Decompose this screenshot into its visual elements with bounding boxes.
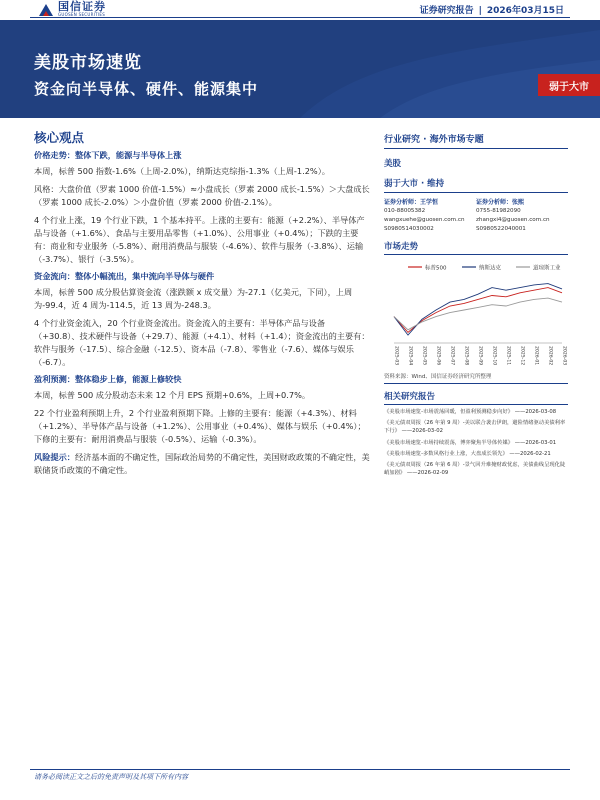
footer-disclaimer: 请务必阅读正文之后的免责声明及其项下所有内容 (34, 773, 188, 781)
related-reports-list (384, 408, 568, 477)
paragraph: 22 个行业盈利预期上升，2 个行业盈利预期下降。上修的主要有：能源（+4.3%）、材料（+1.2%）、半导体产品与设备（+1.2%）、公用事业（+0.4%）、媒体与娱乐（+0.4%）；下修的主要有：耐用消费品与服装（-0.5%）、运输（-0.3%）。 (34, 408, 366, 444)
fund-flow-heading: 资金流向：整体小幅流出，集中流向半导体与硬件 (34, 271, 215, 281)
x-tick-label: 2025-12 (519, 346, 525, 366)
series-line (394, 298, 562, 330)
report-category: 行业研究 · 海外市场专题 (384, 132, 568, 149)
x-tick-label: 2025-11 (505, 346, 511, 366)
analyst-email[interactable]: zhangxi4@guosen.com.cn (476, 217, 550, 223)
doc-date: 2026年03月15日 (486, 6, 564, 16)
related-reports-title: 相关研究报告 (384, 390, 568, 405)
meta-separator: | (478, 6, 482, 16)
legend-label: 标普500 (425, 265, 447, 272)
paragraph: 风格：大盘价值（罗素 1000 价值-1.5%）≈小盘成长（罗素 2000 成长-1.5%）＞大盘成长（罗素 1000 成长-2.0%）＞小盘价值（罗素 2000 价值-2.1%）。 (34, 184, 370, 207)
analyst-email[interactable]: wangxuehe@guosen.com.cn (384, 217, 465, 223)
paragraph: 本周，标普 500 成分股估算资金流（涨跌额 x 成交量）为-27.1（亿美元，下同），上周为-99.4，近 4 周为-114.5，近 13 周为-248.3。 (34, 287, 353, 310)
risk-warning (34, 451, 370, 477)
price-trend-heading: 价格走势：整体下跌，能源与半导体上涨 (34, 150, 182, 160)
analyst-card (384, 198, 476, 234)
logo-en-text: GUOSEN SECURITIES (58, 12, 106, 17)
analyst-card (476, 198, 568, 234)
market-trend-title: 市场走势 (384, 240, 568, 255)
x-tick-label: 2025-09 (477, 346, 483, 366)
analyst-name: 证券分析师：张熙 (476, 199, 525, 206)
guosen-logo-icon (38, 2, 54, 16)
guosen-logo (38, 0, 106, 18)
report-subtitle: 资金向半导体、硬件、能源集中 (34, 80, 259, 98)
sidebar-column (384, 132, 568, 480)
x-tick-label: 2025-06 (435, 346, 441, 366)
report-title: 美股市场速览 (34, 53, 142, 73)
x-tick-label: 2025-07 (449, 346, 455, 366)
related-report-item[interactable]: 《美元债双周报（26 年第 6 周）-景气回升难掩财政忧虑，美债曲线呈现化陡峭加剧》 ——2026-02-09 (384, 462, 566, 477)
market-label: 美股 (384, 159, 402, 169)
series-line (394, 284, 562, 336)
top-header (0, 0, 600, 18)
x-tick-label: 2026-02 (547, 346, 553, 366)
x-tick-label: 2025-08 (463, 346, 469, 366)
analyst-info (384, 198, 568, 234)
core-views-column (34, 128, 370, 477)
legend-label: 道琼斯工业 (533, 265, 561, 272)
analyst-cert: S0980522040001 (476, 226, 526, 232)
core-views-title: 核心观点 (34, 130, 85, 145)
related-report-item[interactable]: 《美元债双周报（26 年第 9 周）-美以联合袭击伊朗，避险情绪驱动美债利率下行》 ——2026-03-02 (384, 420, 566, 435)
title-banner (0, 20, 600, 118)
paragraph: 4 个行业资金流入，20 个行业资金流出。资金流入的主要有：半导体产品与设备（+30.8）、技术硬件与设备（+29.7）、能源（+4.1）、材料（+1.4）；资金流出的主要有：软件与服务（-17.5）、综合金融（-12.5）、资本品（-7.8）、零售业（-7.6）、媒体与娱乐（-6.7）。 (34, 318, 370, 367)
rating-tag: 弱于大市 (538, 74, 600, 96)
x-tick-label: 2025-04 (407, 346, 413, 366)
earnings-forecast-heading: 盈利预测：整体稳步上修，能源上修较快 (34, 374, 182, 384)
x-tick-label: 2025-05 (421, 346, 427, 366)
doc-type: 证券研究报告 (419, 6, 474, 16)
paragraph: 本周，标普 500 成分股动态未来 12 个月 EPS 预期+0.6%，上周+0.7%。 (34, 390, 311, 400)
paragraph: 4 个行业上涨，19 个行业下跌，1 个基本持平。上涨的主要有：能源（+2.2%）、半导体产品与设备（+1.6%）、食品与主要用品零售（+1.0%）、公用事业（+0.4%）；下跌的主要有：商业和专业服务（-5.8%）、耐用消费品与服装（-4.6%）、软件与服务（-3.8%）、运输（-3.7%）、银行（-3.5%）。 (34, 215, 365, 264)
paragraph: 本周，标普 500 指数-1.6%（上周-2.0%），纳斯达克综指-1.3%（上周-1.2%）。 (34, 166, 330, 176)
analyst-phone: 0755-81982090 (476, 208, 521, 214)
chart-source: 资料来源：Wind、国信证券经济研究所整理 (384, 372, 568, 384)
rating-label: 弱于大市 · 维持 (384, 177, 568, 193)
x-tick-label: 2026-03 (561, 346, 567, 366)
related-report-item[interactable]: 《美股市场速览-市场持续震荡，博弈聚焦半导体传媒》 ——2026-03-01 (384, 439, 557, 446)
analyst-cert: S0980514030002 (384, 226, 434, 232)
market-trend-chart (384, 259, 568, 371)
market-trend-svg (384, 259, 568, 371)
analyst-phone: 010-88005382 (384, 208, 426, 214)
analyst-name: 证券分析师：王学恒 (384, 199, 439, 206)
doc-meta (420, 3, 564, 16)
risk-label: 风险提示： (34, 452, 75, 462)
related-report-item[interactable]: 《美股市场速览-市场震荡回暖，但盈利预测稳步向好》 ——2026-03-08 (384, 409, 557, 415)
footer-divider (30, 769, 570, 770)
x-tick-label: 2026-01 (533, 346, 539, 366)
x-tick-label: 2025-10 (491, 346, 497, 366)
x-tick-label: 2025-03 (393, 346, 399, 366)
header-divider (30, 17, 570, 18)
legend-label: 纳斯达克 (479, 265, 502, 272)
risk-text: 经济基本面的不确定性，国际政治局势的不确定性，美国财政政策的不确定性，美联储货币政策的不确定性。 (34, 452, 370, 475)
related-report-item[interactable]: 《美股市场速览-多数风格行业上涨，大盘成长领先》 ——2026-02-21 (384, 450, 551, 457)
logo-cn-text: 国信证券 (58, 0, 106, 13)
